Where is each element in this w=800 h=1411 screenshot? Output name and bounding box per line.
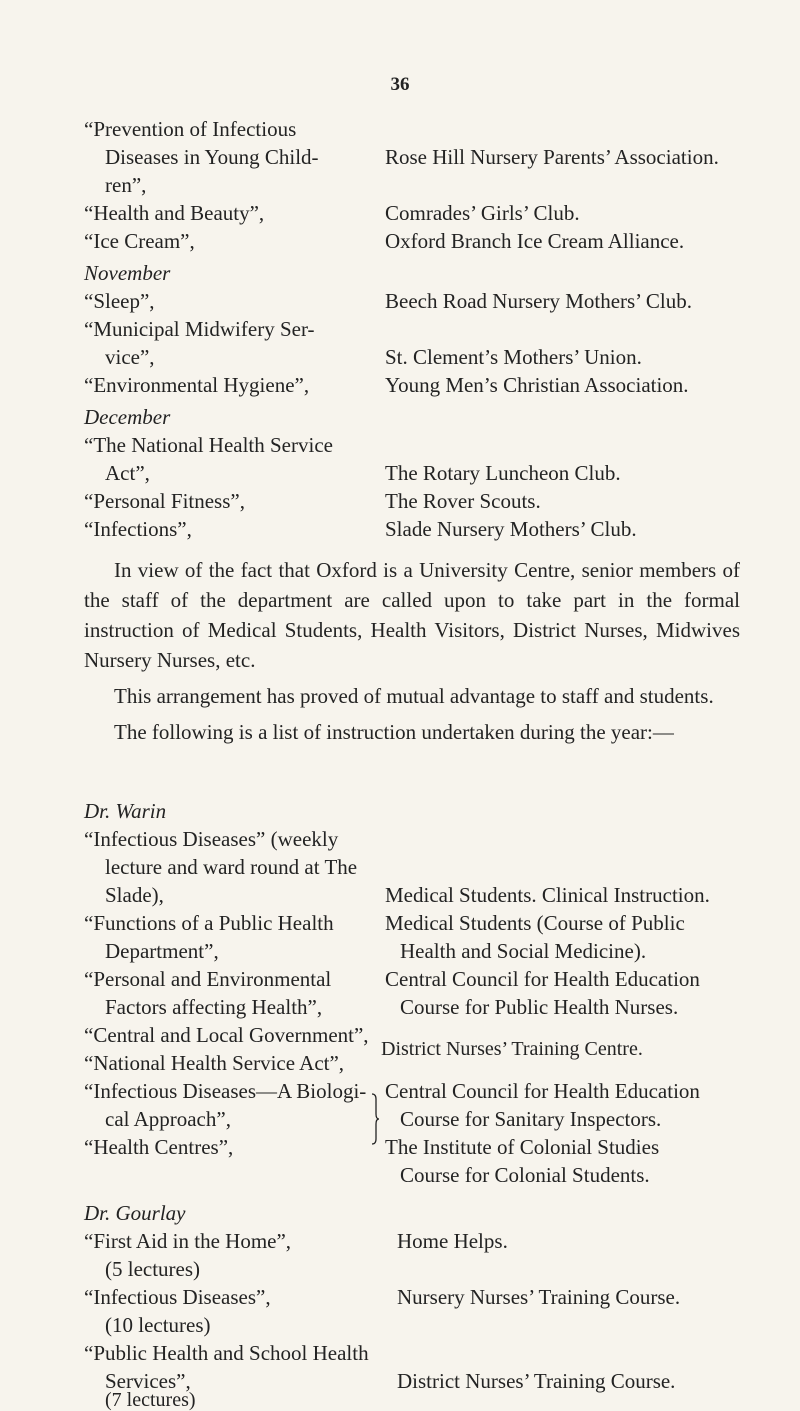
talk-title: “Municipal Midwifery Ser- — [84, 317, 315, 341]
lecturer-heading-gourlay: Dr. Gourlay — [84, 1201, 186, 1225]
talk-title: “Environmental Hygiene”, — [84, 373, 310, 397]
lecture-title: Services”, — [105, 1369, 191, 1393]
brace-icon — [371, 1093, 379, 1145]
lecture-title: “Functions of a Public Health — [84, 911, 334, 935]
lecture-title: “Public Health and School Health — [84, 1341, 369, 1365]
talk-title: vice”, — [105, 345, 155, 369]
talk-audience: Beech Road Nursery Mothers’ Club. — [385, 289, 692, 313]
talk-title: “Ice Cream”, — [84, 229, 195, 253]
lecture-title: “Personal and Environmental — [84, 967, 332, 991]
lecture-audience: The Institute of Colonial Studies — [385, 1135, 660, 1159]
lecture-audience: Medical Students (Course of Public — [385, 911, 685, 935]
talk-title: “Infections”, — [84, 517, 192, 541]
month-heading-november: November — [84, 261, 171, 285]
lecture-audience: Home Helps. — [397, 1229, 508, 1253]
lecture-title: “Infectious Diseases”, — [84, 1285, 271, 1309]
talk-audience: The Rover Scouts. — [385, 489, 541, 513]
talk-title: ren”, — [105, 173, 147, 197]
paragraph-university-centre: In view of the fact that Oxford is a University Centre, senior members of the staff of the department are called upon to take part in the formal instruction of Medical Students, Health Visitors, District Nurses, Midwives Nursery Nurses, etc. — [84, 558, 740, 672]
month-heading-december: December — [84, 405, 171, 429]
lecture-audience: Medical Students. Clinical Instruction. — [385, 883, 710, 907]
lecture-audience: Course for Sanitary Inspectors. — [400, 1107, 662, 1131]
talk-title: “The National Health Service — [84, 433, 333, 457]
page-number: 36 — [390, 74, 410, 95]
body-text — [84, 555, 740, 747]
paragraph-mutual-advantage: This arrangement has proved of mutual advantage to staff and students. — [114, 684, 714, 708]
paragraph-list-intro: The following is a list of instruction undertaken during the year:— — [114, 720, 674, 744]
lecture-audience: District Nurses’ Training Centre. — [381, 1038, 643, 1060]
lecture-title: Factors affecting Health”, — [105, 995, 323, 1019]
talk-title: “Health and Beauty”, — [84, 201, 265, 225]
lecturer-heading-warin: Dr. Warin — [84, 799, 167, 823]
lecture-count: (10 lectures) — [105, 1313, 211, 1337]
talk-title: Diseases in Young Child- — [105, 145, 319, 169]
talk-audience: Oxford Branch Ice Cream Alliance. — [385, 229, 685, 253]
talk-audience: Young Men’s Christian Association. — [385, 373, 689, 397]
talk-audience: St. Clement’s Mothers’ Union. — [385, 345, 642, 369]
lecture-title: cal Approach”, — [105, 1107, 231, 1131]
talk-title: “Prevention of Infectious — [84, 117, 297, 141]
lecture-audience: Course for Public Health Nurses. — [400, 995, 679, 1019]
talk-title: “Sleep”, — [84, 289, 155, 313]
talk-title: “Personal Fitness”, — [84, 489, 245, 513]
lecture-title: “First Aid in the Home”, — [84, 1229, 292, 1253]
lecture-title: lecture and ward round at The — [105, 855, 358, 879]
lecture-audience: District Nurses’ Training Course. — [397, 1369, 676, 1393]
lecture-count: (5 lectures) — [105, 1257, 201, 1281]
lecture-title: Department”, — [105, 939, 219, 963]
lecture-audience: Central Council for Health Education — [385, 1079, 700, 1103]
talk-audience: Rose Hill Nursery Parents’ Association. — [385, 145, 719, 169]
lecture-audience: Course for Colonial Students. — [400, 1163, 650, 1187]
talk-audience: Comrades’ Girls’ Club. — [385, 201, 580, 225]
lecture-title: Slade), — [105, 883, 164, 907]
lecture-title: “Infectious Diseases” (weekly — [84, 827, 339, 851]
lecture-count: (7 lectures) — [105, 1389, 196, 1411]
talk-audience: The Rotary Luncheon Club. — [385, 461, 621, 485]
talk-title: Act”, — [105, 461, 150, 485]
lecture-audience: Health and Social Medicine). — [400, 939, 647, 963]
lecture-audience: Central Council for Health Education — [385, 967, 700, 991]
talk-audience: Slade Nursery Mothers’ Club. — [385, 517, 637, 541]
lecture-title: “Health Centres”, — [84, 1135, 234, 1159]
lecture-title: “Infectious Diseases—A Biologi- — [84, 1079, 367, 1103]
lecture-audience: Nursery Nurses’ Training Course. — [397, 1285, 681, 1309]
lecture-title: “Central and Local Government”, — [84, 1023, 369, 1047]
lecture-title: “National Health Service Act”, — [84, 1051, 345, 1075]
